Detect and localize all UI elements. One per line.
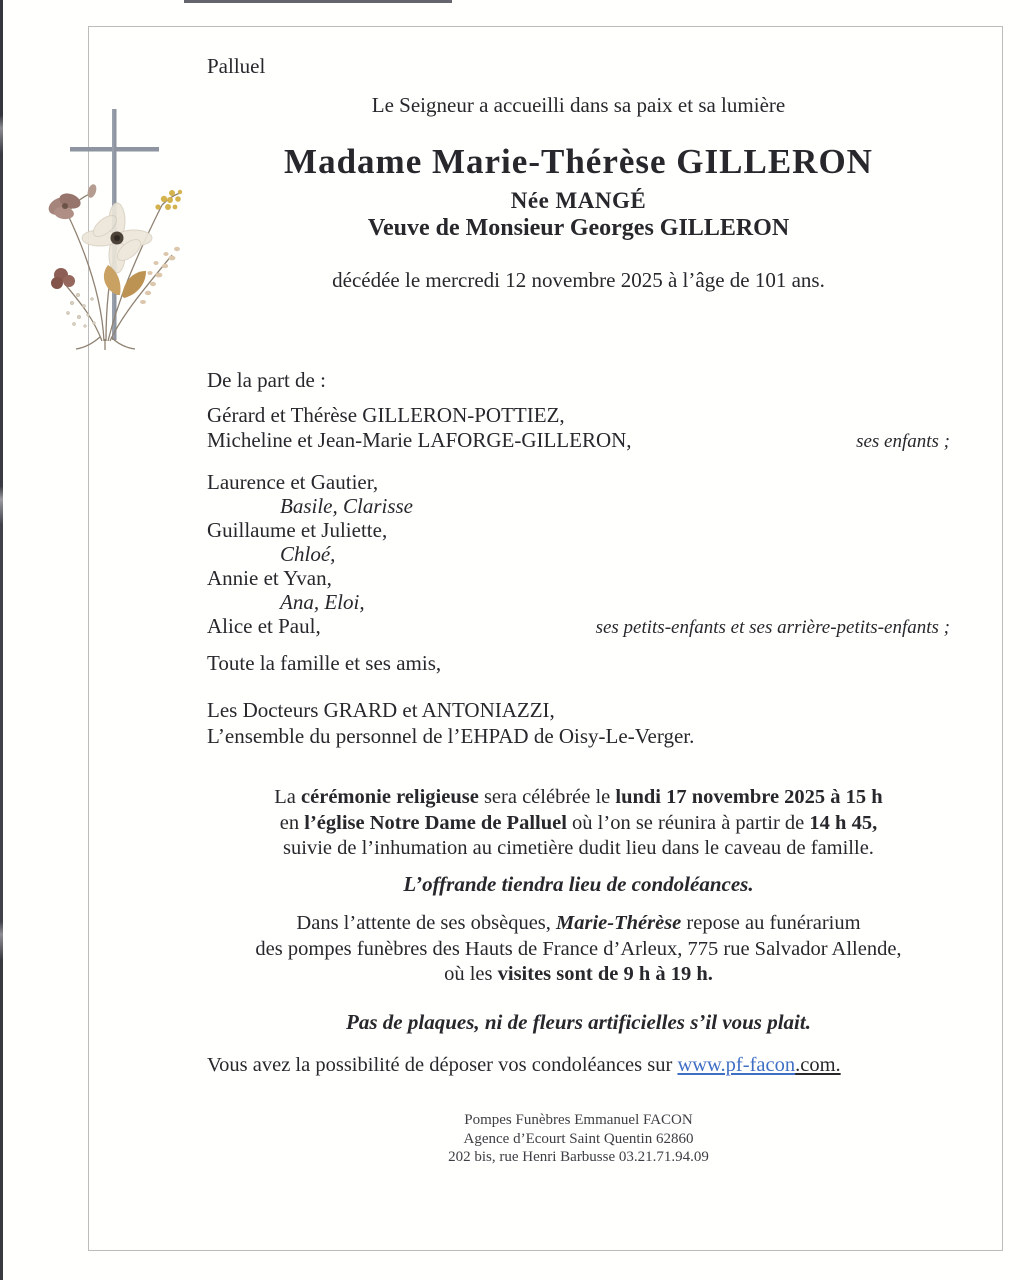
beige-spray bbox=[140, 247, 180, 304]
grandchildren-block bbox=[207, 470, 950, 640]
grandchild-line: Annie et Yvan, bbox=[207, 566, 332, 590]
ceremony-line-2: en l’église Notre Dame de Palluel où l’on se réunira à partir de 14 h 45, bbox=[279, 811, 878, 834]
doctors-block bbox=[207, 697, 950, 749]
condolences-line bbox=[207, 1054, 950, 1077]
ceremony-line-1: La cérémonie religieuse sera célébrée le lundi 17 novembre 2025 à 15 h bbox=[274, 786, 883, 808]
children-block bbox=[207, 403, 950, 454]
left-poppy-flower bbox=[46, 183, 98, 220]
great-grandchild-line: Chloé, bbox=[280, 542, 336, 566]
grandchildren-last-row bbox=[207, 614, 950, 640]
ceremony-line-3: suivie de l’inhumation au cimetière dudit lieu dans le caveau de famille. bbox=[283, 837, 874, 859]
intro-line: Le Seigneur a accueilli dans sa paix et sa lumière bbox=[371, 93, 786, 117]
wake-line-2: des pompes funèbres des Hauts de France d’Arleux, 775 rue Salvador Allende, bbox=[255, 937, 902, 960]
offering-line: L’offrande tiendra lieu de condoléances. bbox=[403, 872, 754, 896]
yellow-floret-cluster bbox=[155, 190, 182, 210]
death-line: décédée le mercredi 12 novembre 2025 à l’âge de 101 ans. bbox=[332, 268, 825, 292]
condolences-link-suffix: .com. bbox=[795, 1054, 841, 1076]
children-label: ses enfants ; bbox=[856, 431, 950, 452]
grandchild-line: Alice et Paul, bbox=[207, 614, 321, 638]
no-flowers-line: Pas de plaques, ni de fleurs artificielles s’il vous plait. bbox=[346, 1010, 811, 1034]
widow-line: Veuve de Monsieur Georges GILLERON bbox=[367, 215, 790, 241]
funeral-home-name: Pompes Funèbres Emmanuel FACON bbox=[464, 1112, 693, 1128]
tan-ginkgo-leaves bbox=[104, 265, 146, 298]
deceased-name: Madame Marie-Thérèse GILLERON bbox=[284, 142, 873, 181]
doctors-line: Les Docteurs GRARD et ANTONIAZZI, bbox=[207, 698, 555, 722]
ceremony-block bbox=[207, 785, 950, 862]
condolences-text: Vous avez la possibilité de déposer vos condoléances sur bbox=[207, 1054, 678, 1076]
white-center-flower bbox=[82, 203, 152, 273]
wake-line-3: où les visites sont de 9 h à 19 h. bbox=[444, 963, 713, 985]
grandchild-line: Guillaume et Juliette, bbox=[207, 518, 388, 542]
from-heading: De la part de : bbox=[207, 368, 326, 392]
scan-edge-top bbox=[184, 0, 452, 3]
wake-block bbox=[207, 911, 950, 988]
funeral-home-agency: Agence d’Ecourt Saint Quentin 62860 bbox=[463, 1130, 694, 1147]
grandchild-line: Laurence et Gautier, bbox=[207, 470, 379, 494]
children-line-2-row bbox=[207, 428, 950, 454]
family-friends-line: Toute la famille et ses amis, bbox=[207, 651, 442, 675]
babys-breath-dots bbox=[66, 293, 95, 327]
staff-line: L’ensemble du personnel de l’EHPAD de Oisy-Le-Verger. bbox=[207, 724, 695, 748]
condolences-link[interactable]: www.pf-facon bbox=[677, 1054, 796, 1076]
great-grandchild-line: Ana, Eloi, bbox=[280, 590, 365, 614]
grandchildren-label: ses petits-enfants et ses arrière-petits-enfants ; bbox=[595, 617, 950, 638]
cross-and-dried-flowers-illustration bbox=[22, 103, 188, 351]
funeral-home-block bbox=[207, 1111, 950, 1167]
dark-mauve-flower bbox=[51, 268, 75, 289]
great-grandchild-line: Basile, Clarisse bbox=[280, 494, 414, 518]
children-line-2: Micheline et Jean-Marie LAFORGE-GILLERON, bbox=[207, 428, 632, 452]
children-line-1: Gérard et Thérèse GILLERON-POTTIEZ, bbox=[207, 403, 565, 427]
funeral-home-address: 202 bis, rue Henri Barbusse 03.21.71.94.09 bbox=[448, 1149, 709, 1165]
maiden-name: Née MANGÉ bbox=[510, 188, 647, 213]
city-name: Palluel bbox=[207, 54, 266, 78]
wake-line-1: Dans l’attente de ses obsèques, Marie-Thérèse repose au funérarium bbox=[296, 912, 861, 934]
scan-edge-left bbox=[0, 0, 3, 1280]
